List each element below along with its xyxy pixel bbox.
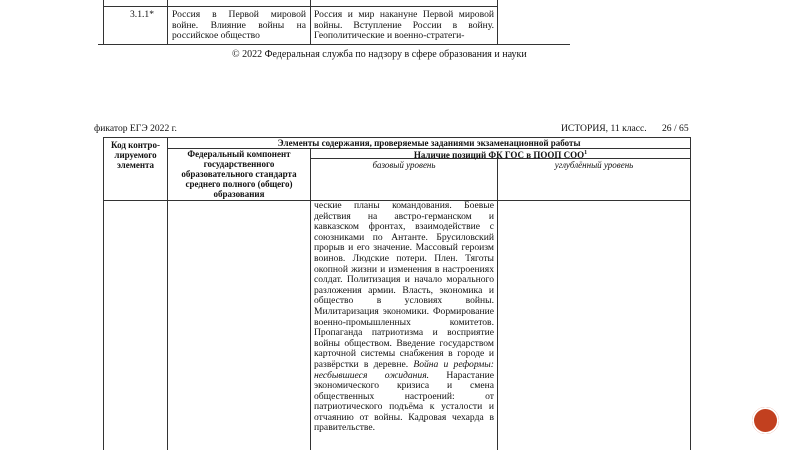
body-text <box>314 201 494 434</box>
header-basic: базовый уровень <box>372 160 436 170</box>
header-code: Код контро-лируемого элемента <box>111 140 160 170</box>
top-topic: Россия в Первой мировой войне. Влияние войны на российское общество <box>172 9 306 42</box>
slide-nav-circle-icon[interactable] <box>752 407 779 434</box>
body-text-rest: Нарастание экономического кризиса и смена общественных настроений: от патриотического подъёма к усталости и отчаянию от войны. Кадровая чехарда в правительстве. <box>314 369 494 434</box>
header-presence-label: Наличие позиций ФК ГОС в ПООП СОО <box>413 150 585 160</box>
header-presence <box>311 148 690 160</box>
page-header-left: фикатор ЕГЭ 2022 г. <box>94 123 177 134</box>
page-number: 26 / 65 <box>662 123 689 134</box>
header-elements: Элементы содержания, проверяемые заданиями экзаменационной работы <box>277 138 581 148</box>
header-federal: Федеральный компонент государственного образовательного стандарта среднего полного (общего) образования <box>181 149 297 199</box>
page-header-right: ИСТОРИЯ, 11 класс. <box>561 123 647 134</box>
body-text-italic: Война и реформы: несбывшиеся ожидания. <box>314 358 494 381</box>
header-advanced: углублённый уровень <box>554 160 634 170</box>
top-code: 3.1.1* <box>130 9 154 20</box>
footnote-mark: 1 <box>584 150 588 156</box>
top-content: Россия и мир накануне Первой мировой войны. Вступление России в войну. Геополитические и военно-стратеги- <box>314 9 494 42</box>
copyright: © 2022 Федеральная служба по надзору в сфере образования и науки <box>232 49 527 60</box>
body-text-main: ческие планы командования. Боевые действия на австро-германском и кавказском фронтах, взаимодействие с союзниками по Антанте. Брусиловский прорыв и его значение. Массовый героизм воинов. Людские потери. Плен. Тяготы окопной жизни и изменения в настроениях солдат. Политизация и начало морального разложения армии. Власть, экономика и общество в условиях войны. Милитаризация экономики. Формирование военно-промышленных комитетов. Пропаганда патриотизма и восприятие войны обществом. Введение государством карточной системы снабжения в городе и развёрстки в деревне. <box>314 200 494 370</box>
